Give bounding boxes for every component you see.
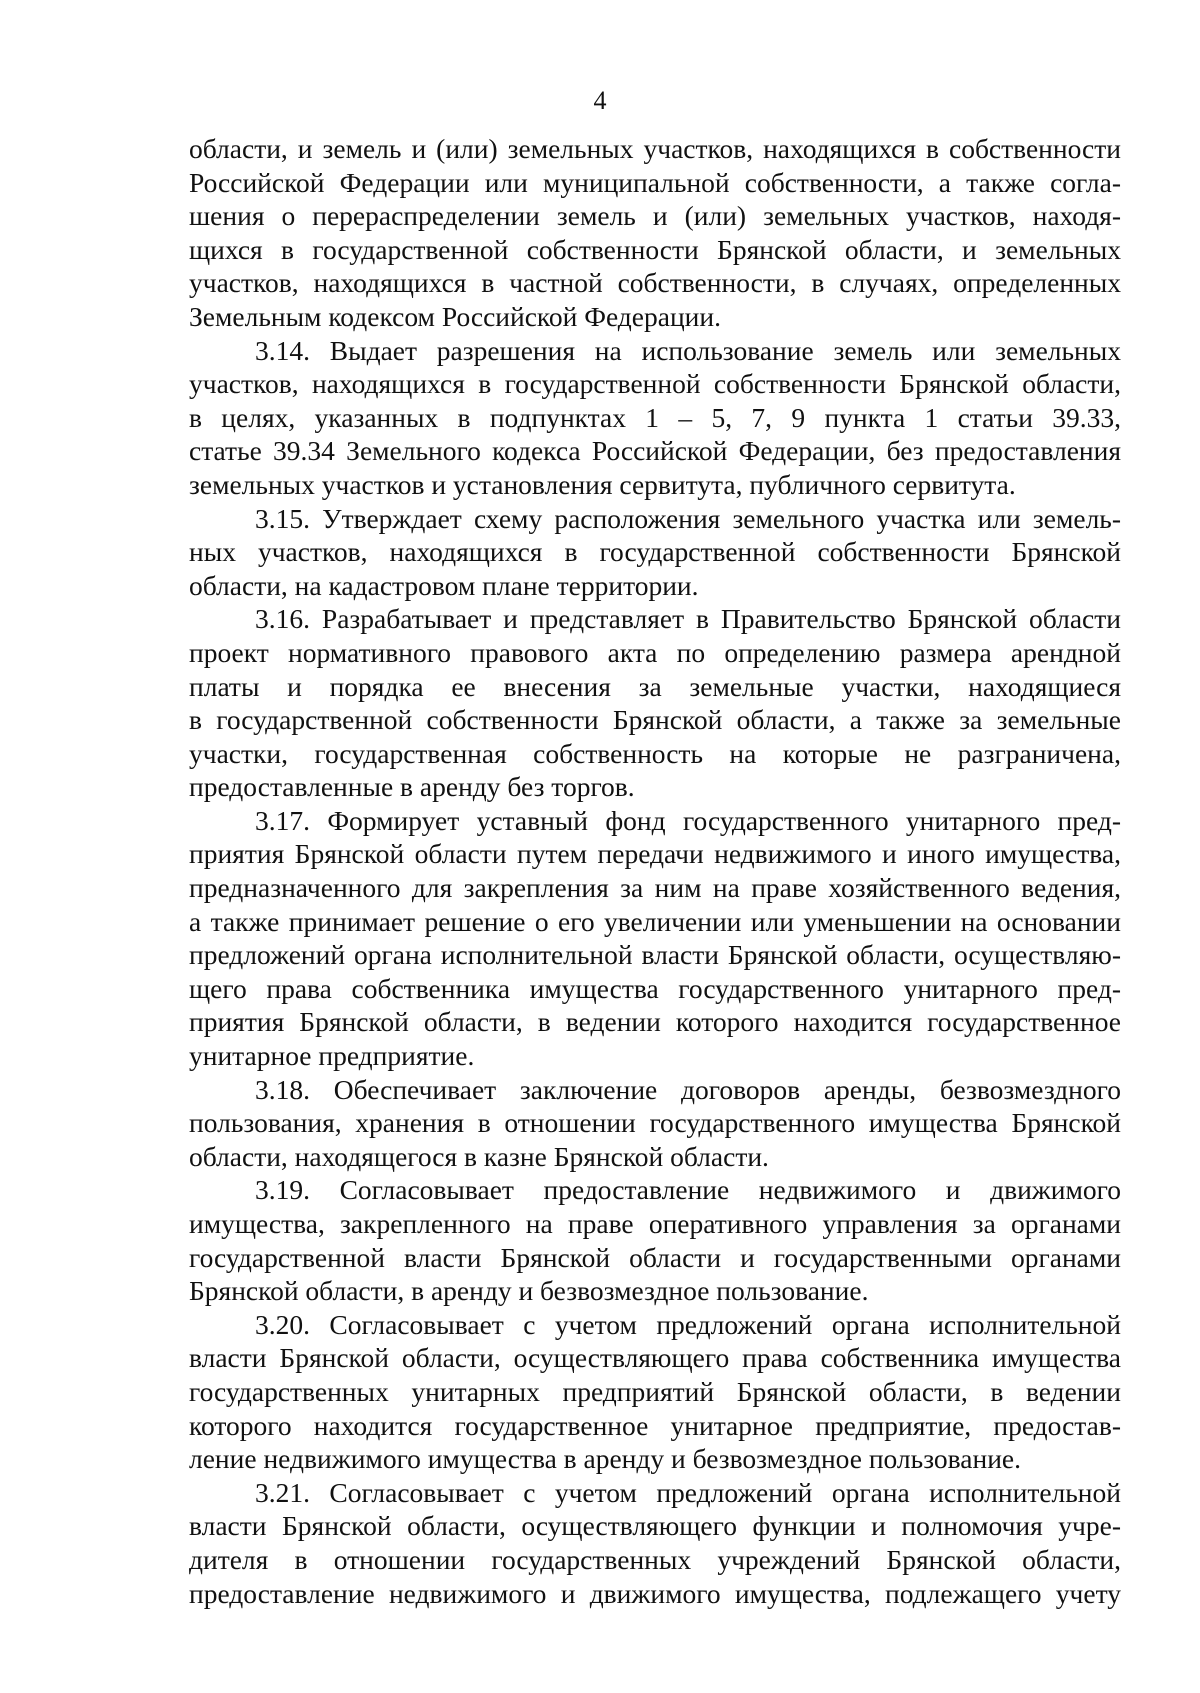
text-line: 3.17. Формирует уставный фонд государственного унитарного пред- [255, 804, 1121, 836]
text-line: области, и земель и (или) земельных участков, находящихся в собственности [189, 133, 1121, 164]
text-line: приятия Брянской области путем передачи недвижимого и иного имущества, [189, 838, 1121, 870]
text-line: участков, находящихся в частной собственности, в случаях, определенных [189, 267, 1121, 299]
text-line: предназначенного для закрепления за ним на праве хозяйственного ведения, [189, 872, 1121, 904]
text-line: ление недвижимого имущества в аренду и безвозмездное пользование. [189, 1443, 1021, 1475]
text-line: имущества, закрепленного на праве оперативного управления за органами [189, 1208, 1121, 1239]
paragraph-3-20 [189, 1308, 1121, 1476]
text-line: Земельным кодексом Российской Федерации. [189, 300, 721, 332]
text-line: предложений органа исполнительной власти Брянской области, осуществляю- [189, 939, 1121, 971]
text-line: государственных унитарных предприятий Брянской области, в ведении [189, 1375, 1121, 1407]
page-number: 4 [593, 86, 607, 115]
text-line: 3.20. Согласовывает с учетом предложений органа исполнительной [255, 1308, 1121, 1340]
text-line: дителя в отношении государственных учреждений Брянской области, [189, 1543, 1121, 1575]
text-line: в государственной собственности Брянской области, а также за земельные [189, 704, 1121, 736]
document-body [189, 132, 1121, 1610]
paragraph-3-17 [189, 804, 1121, 1073]
text-line: унитарное предприятие. [189, 1040, 475, 1072]
text-line: власти Брянской области, осуществляющего функции и полномочия учре- [189, 1510, 1121, 1542]
text-line: проект нормативного правового акта по определению размера арендной [189, 636, 1121, 668]
text-line: участков, находящихся в государственной собственности Брянской области, [189, 368, 1121, 400]
text-line: Брянской области, в аренду и безвозмездное пользование. [189, 1275, 869, 1307]
text-line: области, находящегося в казне Брянской области. [189, 1140, 769, 1172]
text-line: государственной власти Брянской области и государственными органами [189, 1241, 1121, 1273]
text-line: участки, государственная собственность на которые не разграничена, [189, 737, 1121, 769]
text-line: приятия Брянской области, в ведении которого находится государственное [189, 1006, 1121, 1038]
text-line: предоставление недвижимого и движимого имущества, подлежащего учету [189, 1577, 1121, 1609]
text-line: 3.16. Разрабатывает и представляет в Правительство Брянской области [255, 603, 1121, 635]
text-line: в целях, указанных в подпунктах 1 – 5, 7, 9 пункта 1 статьи 39.33, [189, 401, 1121, 433]
text-line: статье 39.34 Земельного кодекса Российской Федерации, без предоставления [189, 435, 1121, 467]
text-line: Российской Федерации или муниципальной собственности, а также согла- [189, 166, 1121, 198]
paragraph-continuation [189, 132, 1121, 334]
paragraph-3-18 [189, 1073, 1121, 1174]
text-line: платы и порядка ее внесения за земельные участки, находящиеся [189, 670, 1121, 702]
paragraph-3-15 [189, 502, 1121, 603]
text-line: 3.19. Согласовывает предоставление недвижимого и движимого [255, 1174, 1121, 1206]
text-line: щего права собственника имущества государственного унитарного пред- [189, 972, 1121, 1004]
text-line: которого находится государственное унитарное предприятие, предостав- [189, 1409, 1121, 1441]
paragraph-3-14 [189, 334, 1121, 502]
text-line: 3.14. Выдает разрешения на использование земель или земельных [255, 334, 1121, 366]
text-line: предоставленные в аренду без торгов. [189, 771, 635, 803]
text-line: пользования, хранения в отношении государственного имущества Брянской [189, 1107, 1121, 1139]
text-line: а также принимает решение о его увеличении или уменьшении на основании [189, 905, 1121, 937]
text-line: 3.15. Утверждает схему расположения земельного участка или земель- [255, 502, 1121, 534]
text-line: ных участков, находящихся в государственной собственности Брянской [189, 536, 1121, 568]
text-line: земельных участков и установления сервитута, публичного сервитута. [189, 468, 1016, 500]
paragraph-3-19 [189, 1173, 1121, 1307]
text-line: шения о перераспределении земель и (или) земельных участков, находя- [189, 200, 1121, 232]
text-line: власти Брянской области, осуществляющего права собственника имущества [189, 1342, 1121, 1374]
text-line: 3.21. Согласовывает с учетом предложений органа исполнительной [255, 1476, 1121, 1508]
text-line: области, на кадастровом плане территории. [189, 569, 699, 601]
text-line: щихся в государственной собственности Брянской области, и земельных [189, 233, 1121, 265]
paragraph-3-16 [189, 602, 1121, 804]
paragraph-3-21 [189, 1476, 1121, 1610]
text-line: 3.18. Обеспечивает заключение договоров аренды, безвозмездного [255, 1073, 1121, 1105]
